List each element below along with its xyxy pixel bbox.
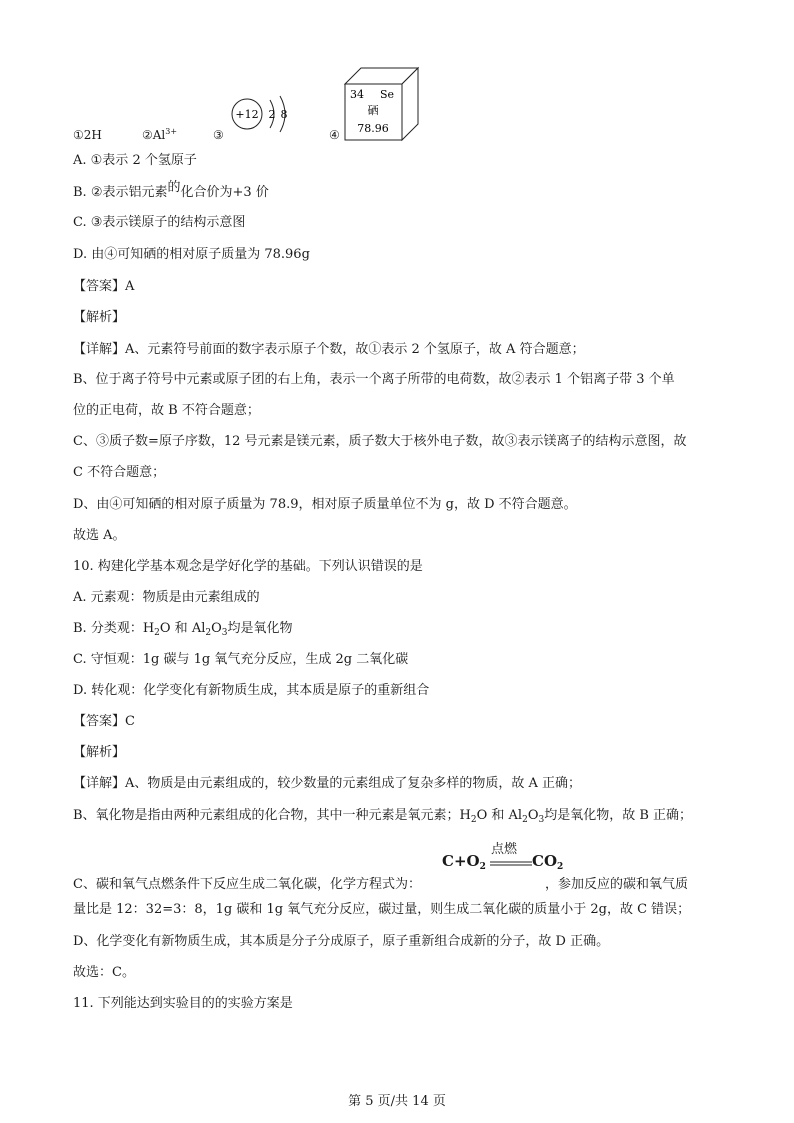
q10-option-a: A. 元素观：物质是由元素组成的	[73, 590, 260, 605]
q11-title: 11. 下列能达到实验目的的实验方案是	[73, 996, 293, 1011]
q9-option-b-post: 化合价为+3 价	[180, 185, 269, 200]
symbol-2	[142, 128, 177, 142]
equation-condition: 点燃	[491, 842, 518, 857]
equation-left: $C+O_2$	[442, 852, 486, 872]
q10-detail-b-mid1: O 和 Al	[476, 808, 523, 823]
q10-detail-c-line2: 量比是 12：32=3：8，1g 碳和 1g 氧气充分反应，碳过量，则生成二氧化碳的质量小于 2g，故 C 错误；	[73, 902, 691, 917]
se-atomic-mass: 78.96	[357, 122, 389, 135]
q9-option-a: A. ①表示 2 个氢原子	[73, 153, 197, 168]
q9-conclusion: 故选 A。	[73, 528, 126, 543]
q10-b-post: 均是氧化物	[227, 621, 293, 636]
chemical-equation	[442, 840, 562, 874]
q10-b-sub2: 2	[205, 628, 212, 638]
q10-detail-b-sub2: 2	[522, 815, 528, 825]
q10-detail-c-line1	[73, 877, 688, 893]
q10-option-d: D. 转化观：化学变化有新物质生成，其本质是原子的重新组合	[73, 683, 430, 698]
q10-detail-b-pre: B、氧化物是指由两种元素组成的化合物，其中一种元素是氧元素；H	[73, 808, 471, 823]
selenium-element-cube	[340, 64, 422, 142]
q10-detail-c1-post: ，参加反应的碳和氧气质	[544, 877, 688, 892]
symbol-3: ③	[213, 128, 224, 142]
q9-detail-line: B、位于离子符号中元素或原子团的右上角，表示一个离子所带的电荷数，故②表示 1 个铝离子带 3 个单	[73, 372, 675, 387]
shell-2-electrons: 8	[280, 108, 288, 121]
symbol-2-charge: 3+	[165, 127, 178, 136]
q10-b-sub1: 2	[154, 628, 160, 638]
q9-detail-line: 【详解】A、元素符号前面的数字表示原子个数，故①表示 2 个氢原子，故 A 符合题意；	[73, 342, 585, 357]
q9-option-d: D. 由④可知硒的相对原子质量为 78.96g	[73, 247, 310, 262]
q10-title: 10. 构建化学基本观念是学好化学的基础。下列认识错误的是	[73, 559, 423, 574]
se-name: 硒	[367, 104, 379, 117]
q10-detail-b-sub1: 2	[470, 815, 477, 825]
q10-analysis-heading: 【解析】	[73, 745, 126, 760]
q10-option-b	[73, 621, 293, 637]
q10-detail-d: D、化学变化有新物质生成，其本质是分子分成原子，原子重新组合成新的分子，故 D 正确。	[73, 934, 610, 949]
se-atomic-number: 34	[350, 88, 364, 101]
q9-option-c: C. ③表示镁原子的结构示意图	[73, 215, 246, 230]
equation-right: $CO_2$	[532, 852, 564, 872]
q9-detail-line: D、由④可知硒的相对原子质量为 78.9，相对原子质量单位不为 g，故 D 不符合题意。	[73, 497, 577, 512]
se-symbol: Se	[380, 88, 395, 101]
q10-detail-b	[73, 808, 692, 824]
q10-detail-b-post: 均是氧化物，故 B 正确；	[544, 808, 693, 823]
q10-option-c: C. 守恒观：1g 碳与 1g 氧气充分反应，生成 2g 二氧化碳	[73, 652, 409, 667]
q10-answer: 【答案】C	[73, 714, 135, 729]
q10-conclusion: 故选：C。	[73, 965, 135, 980]
q10-b-sub3: 3	[221, 628, 228, 638]
q10-detail-a: 【详解】A、物质是由元素组成的，较少数量的元素组成了复杂多样的物质，故 A 正确；	[73, 776, 582, 791]
q10-b-pre: B. 分类观：H	[73, 621, 155, 636]
page-footer: 第 5 页/共 14 页	[348, 1094, 446, 1109]
q10-detail-b-mid2: O	[527, 808, 539, 823]
nucleus-charge: +12	[235, 108, 259, 121]
q10-detail-c1-pre: C、碳和氧气点燃条件下反应生成二氧化碳，化学方程式为：	[73, 877, 421, 892]
q10-detail-b-sub3: 3	[538, 815, 545, 825]
q9-option-b	[73, 180, 269, 201]
q9-detail-line: 位的正电荷，故 B 不符合题意；	[73, 403, 260, 418]
q10-b-mid2: O	[211, 621, 222, 636]
q9-detail-line: C、③质子数=原子序数，12 号元素是镁元素，质子数大于核外电子数，故③表示镁离子的结构示意图，故	[73, 434, 687, 449]
symbol-1: ①2H	[73, 128, 102, 142]
q9-answer: 【答案】A	[73, 279, 135, 294]
atom-structure-diagram	[228, 90, 298, 136]
symbol-4: ④	[329, 128, 340, 142]
symbol-2-label: ②Al	[142, 128, 166, 142]
q9-option-b-mid: 的	[167, 180, 181, 195]
shell-1-electrons: 2	[268, 108, 276, 121]
q9-option-b-pre: B. ②表示铝元素	[73, 185, 168, 200]
q9-detail-line: C 不符合题意；	[73, 465, 166, 480]
q9-analysis-heading: 【解析】	[73, 310, 126, 325]
q10-b-mid1: O 和 Al	[159, 621, 206, 636]
equation-double-line	[490, 861, 532, 867]
